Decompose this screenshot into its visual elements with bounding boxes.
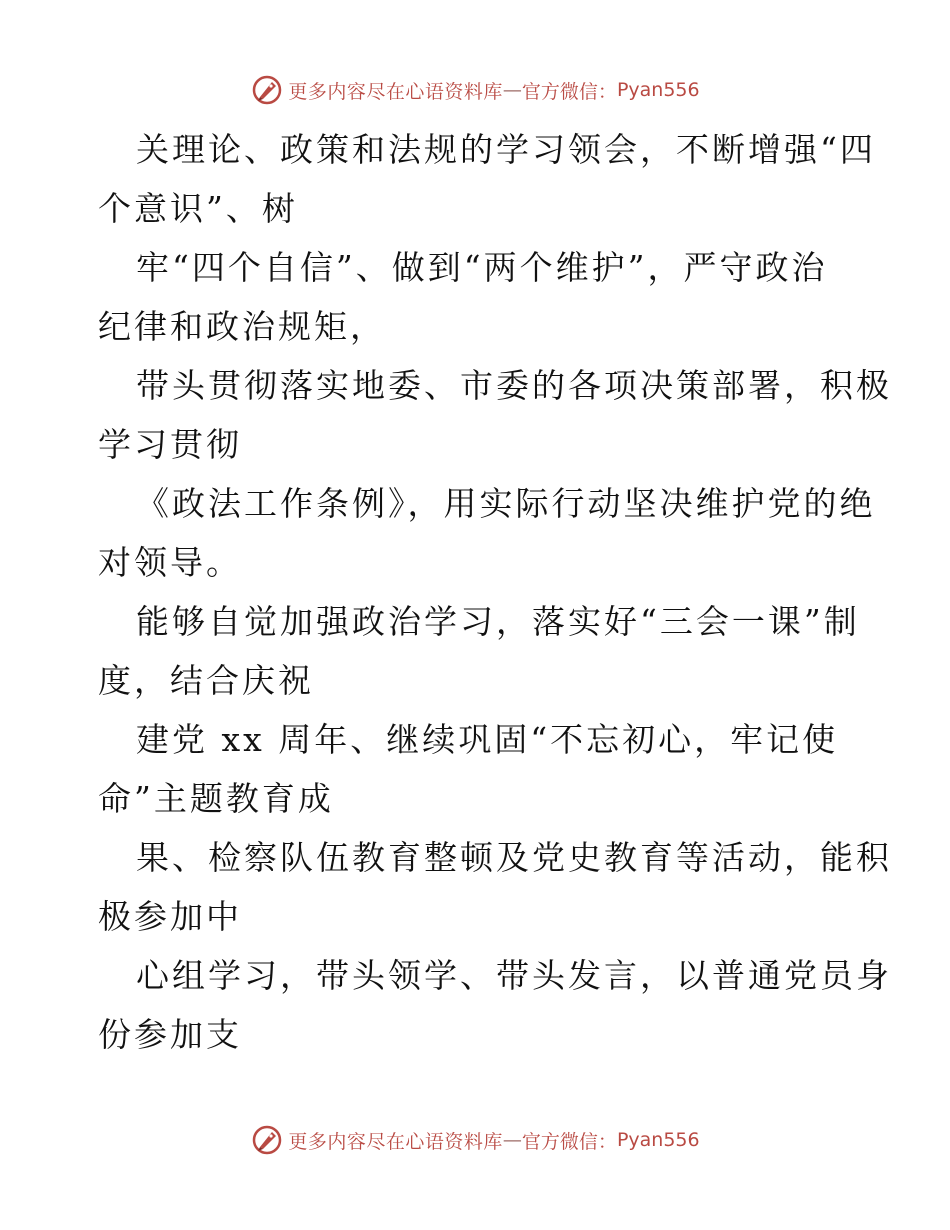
paragraph-line: 对领导。 — [98, 543, 242, 582]
paragraph-line: 关理论、政策和法规的学习领会，不断增强“四 — [136, 130, 876, 169]
banner-contact-id: Pyan556 — [616, 79, 700, 101]
paragraph-line: 能够自觉加强政治学习，落实好“三会一课”制 — [136, 602, 860, 641]
header-banner — [0, 72, 950, 108]
paragraph-line: 个意识”、树 — [98, 189, 298, 228]
paragraph-line: 心组学习，带头领学、带头发言，以普通党员身 — [136, 956, 892, 995]
banner-contact-id: Pyan556 — [616, 1129, 700, 1151]
paragraph — [98, 474, 876, 592]
paragraph-line: 份参加支 — [98, 1015, 242, 1054]
pen-nib-logo-icon — [250, 1123, 284, 1157]
paragraph — [98, 120, 876, 238]
banner-separator: — — [502, 79, 522, 101]
document-body — [98, 120, 892, 1064]
paragraph-line: 带头贯彻落实地委、市委的各项决策部署，积极 — [136, 366, 892, 405]
paragraph-line: 极参加中 — [98, 897, 242, 936]
pen-nib-logo-icon — [250, 73, 284, 107]
paragraph-line: 果、检察队伍教育整顿及党史教育等活动，能积 — [136, 838, 892, 877]
banner-text: 更多内容尽在心语资料库 — [288, 80, 503, 103]
footer-banner — [0, 1122, 950, 1158]
paragraph-line: 牢“四个自信”、做到“两个维护”，严守政治 — [136, 248, 828, 287]
banner-separator: — — [502, 1129, 522, 1151]
paragraph — [98, 356, 892, 474]
paragraph-line: 学习贯彻 — [98, 425, 242, 464]
banner-text: 更多内容尽在心语资料库 — [288, 1130, 503, 1153]
paragraph-line: 《政法工作条例》，用实际行动坚决维护党的绝 — [136, 484, 876, 523]
paragraph — [98, 946, 892, 1064]
paragraph — [98, 710, 858, 828]
paragraph — [98, 592, 858, 710]
paragraph — [98, 238, 858, 356]
paragraph — [98, 828, 892, 946]
paragraph-line: 纪律和政治规矩， — [98, 307, 386, 346]
paragraph-line: 建党 xx 周年、继续巩固“不忘初心，牢记使 — [136, 720, 839, 759]
banner-contact-label: 官方微信： — [521, 80, 617, 103]
paragraph-line: 命”主题教育成 — [98, 779, 334, 818]
banner-contact-label: 官方微信： — [521, 1130, 617, 1153]
paragraph-line: 度，结合庆祝 — [98, 661, 314, 700]
